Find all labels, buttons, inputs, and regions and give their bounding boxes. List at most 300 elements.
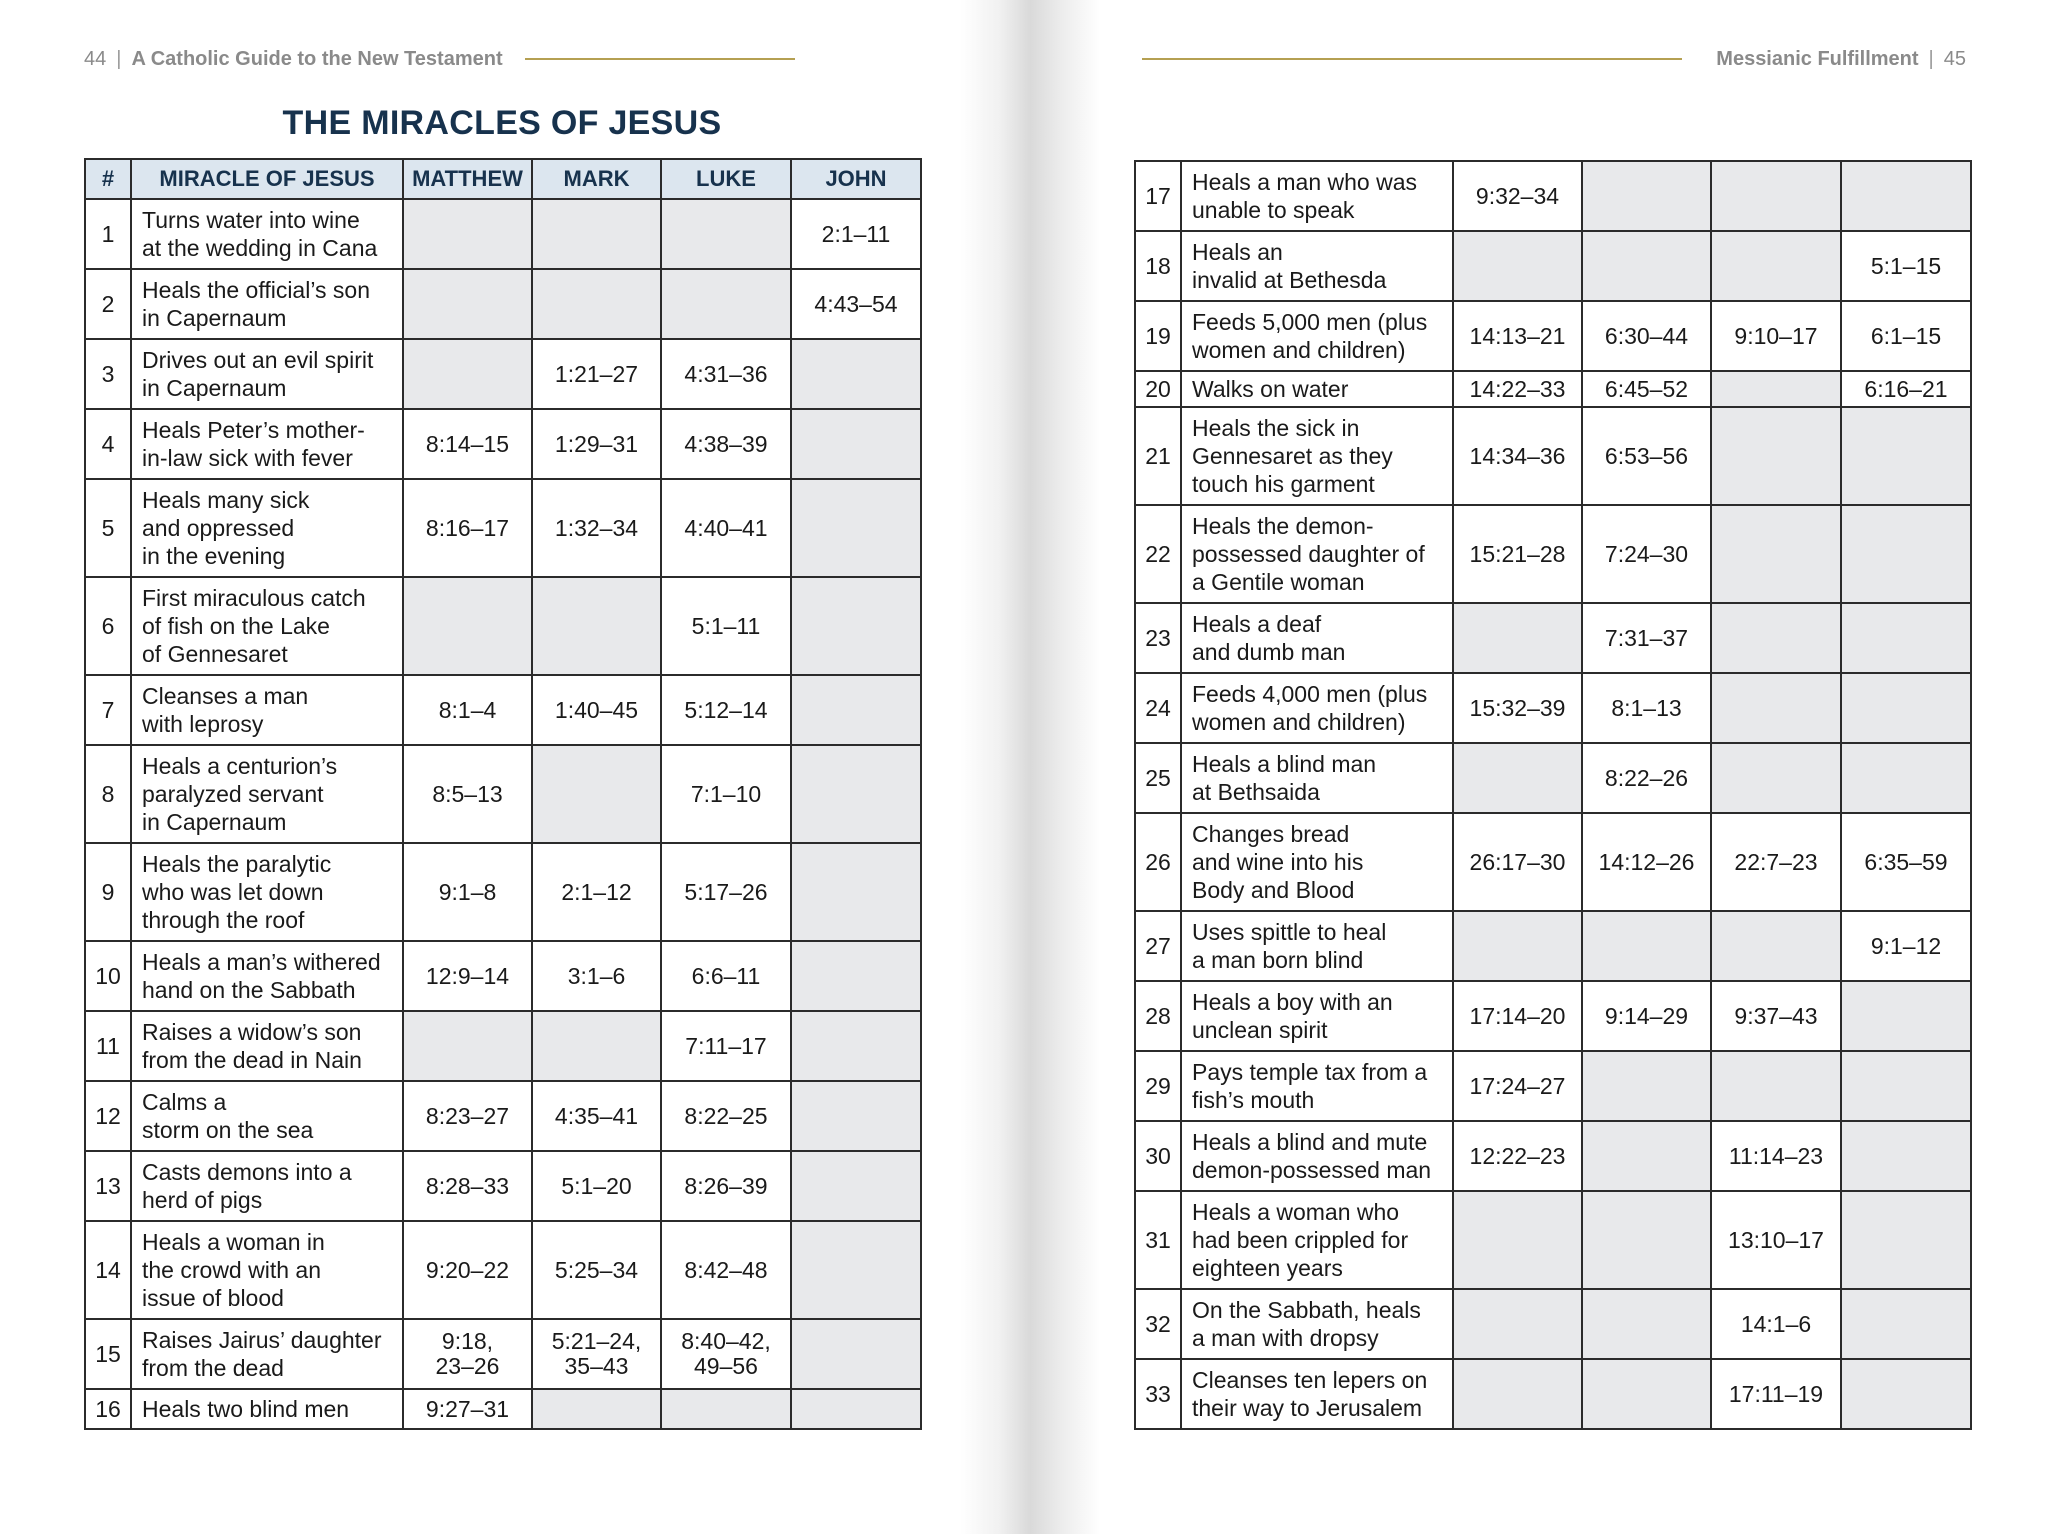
luke-reference: 4:40–41 [661,479,791,577]
mark-reference [1582,1121,1711,1191]
miracle-description-line: unable to speak [1192,197,1355,223]
luke-reference [1711,603,1841,673]
miracle-description-line: Feeds 4,000 men (plus [1192,681,1428,707]
mark-reference: 4:35–41 [532,1081,661,1151]
table-row [85,1011,921,1081]
miracle-description-line: touch his garment [1192,471,1375,497]
luke-reference: 6:6–11 [661,941,791,1011]
miracle-number: 33 [1135,1359,1181,1429]
john-reference [1841,1289,1971,1359]
john-reference [1841,505,1971,603]
miracle-description-line: in the evening [142,543,286,569]
john-reference: 9:1–12 [1841,911,1971,981]
miracle-description-line: Pays temple tax from a [1192,1059,1428,1085]
left-page-number: 44 [84,47,107,70]
mark-reference [1582,1051,1711,1121]
miracle-description-line: eighteen years [1192,1255,1343,1281]
table-row [85,675,921,745]
miracle-description [1181,1121,1453,1191]
mark-reference [1582,1191,1711,1289]
matthew-reference: 17:24–27 [1453,1051,1582,1121]
luke-reference: 5:17–26 [661,843,791,941]
miracle-description-line: Heals a boy with an [1192,989,1393,1015]
mark-reference: 8:1–13 [1582,673,1711,743]
luke-reference [1711,231,1841,301]
miracle-number: 6 [85,577,131,675]
matthew-reference [1453,603,1582,673]
miracle-description-line: Walks on water [1192,376,1349,402]
miracle-description-line: women and children) [1192,709,1406,735]
miracle-description [131,1319,403,1389]
miracle-description-line: Heals an [1192,239,1283,265]
miracle-description-line: Feeds 5,000 men (plus [1192,309,1428,335]
john-reference [791,1011,921,1081]
miracles-table-left [84,158,922,1430]
luke-reference: 8:40–42, 49–56 [661,1319,791,1389]
john-reference: 6:1–15 [1841,301,1971,371]
miracle-description-line: unclean spirit [1192,1017,1328,1043]
miracle-description-line: from the dead [142,1355,284,1381]
miracle-description-line: Changes bread [1192,821,1350,847]
miracle-description [1181,813,1453,911]
john-reference [1841,161,1971,231]
table-row [1135,603,1971,673]
miracle-description [1181,505,1453,603]
mark-reference: 5:1–20 [532,1151,661,1221]
table-row [85,1151,921,1221]
matthew-reference [403,577,532,675]
right-running-head [1142,44,1966,74]
miracle-number: 17 [1135,161,1181,231]
mark-reference: 5:21–24, 35–43 [532,1319,661,1389]
miracles-table-right [1134,160,1972,1430]
table-row [85,1319,921,1389]
mark-reference [532,1011,661,1081]
left-page [0,0,960,1534]
table-row [1135,743,1971,813]
luke-reference [661,1389,791,1429]
miracle-description [131,339,403,409]
miracle-description-line: who was let down [142,879,324,905]
miracle-description-line: at Bethsaida [1192,779,1320,805]
miracle-description-line: Heals a blind man [1192,751,1377,777]
luke-reference [1711,911,1841,981]
mark-reference [532,269,661,339]
miracle-description-line: a man with dropsy [1192,1325,1379,1351]
matthew-reference: 8:16–17 [403,479,532,577]
miracle-description-line: issue of blood [142,1285,284,1311]
matthew-reference [403,199,532,269]
luke-reference: 8:42–48 [661,1221,791,1319]
miracle-description [131,843,403,941]
mark-reference [1582,1289,1711,1359]
table-row [1135,981,1971,1051]
miracle-description-line: Heals Peter’s mother- [142,417,365,443]
luke-reference [1711,505,1841,603]
miracle-description-line: with leprosy [142,711,264,737]
miracle-number: 5 [85,479,131,577]
john-reference [791,409,921,479]
john-reference [791,1151,921,1221]
matthew-reference: 15:21–28 [1453,505,1582,603]
miracle-description-line: and dumb man [1192,639,1346,665]
miracle-description-line: and wine into his [1192,849,1364,875]
table-row [1135,813,1971,911]
miracle-number: 21 [1135,407,1181,505]
miracle-description-line: the crowd with an [142,1257,321,1283]
miracle-description-line: Casts demons into a [142,1159,352,1185]
miracle-description [131,1011,403,1081]
miracle-description-line: Heals many sick [142,487,310,513]
table-row [1135,505,1971,603]
miracle-description-line: invalid at Bethesda [1192,267,1387,293]
matthew-reference: 12:9–14 [403,941,532,1011]
miracle-description-line: Raises Jairus’ daughter [142,1327,382,1353]
miracle-number: 19 [1135,301,1181,371]
miracle-description-line: Gennesaret as they [1192,443,1393,469]
john-reference: 2:1–11 [791,199,921,269]
miracle-description [1181,371,1453,407]
matthew-reference: 26:17–30 [1453,813,1582,911]
header-rule [1142,58,1682,60]
mark-reference [532,1389,661,1429]
luke-reference [661,269,791,339]
miracle-description [131,675,403,745]
luke-reference: 17:11–19 [1711,1359,1841,1429]
miracle-description [1181,161,1453,231]
john-reference [1841,1051,1971,1121]
miracle-description-line: had been crippled for [1192,1227,1409,1253]
matthew-reference: 9:1–8 [403,843,532,941]
table-row [1135,1051,1971,1121]
john-reference [791,1389,921,1429]
section-title: Messianic Fulfillment [1716,47,1919,70]
miracle-description-line: Uses spittle to heal [1192,919,1387,945]
miracle-description-line: Calms a [142,1089,227,1115]
john-reference [1841,1359,1971,1429]
table-row [85,1389,921,1429]
miracle-description [131,479,403,577]
luke-reference: 13:10–17 [1711,1191,1841,1289]
matthew-reference: 17:14–20 [1453,981,1582,1051]
luke-reference: 9:10–17 [1711,301,1841,371]
table-row [1135,301,1971,371]
john-reference [791,339,921,409]
matthew-reference: 8:5–13 [403,745,532,843]
header-separator: | [116,47,122,70]
mark-reference [1582,161,1711,231]
miracle-description-line: Heals the sick in [1192,415,1360,441]
miracle-description-line: Heals the paralytic [142,851,332,877]
luke-reference [1711,371,1841,407]
luke-reference: 14:1–6 [1711,1289,1841,1359]
column-header-number: # [85,159,131,199]
matthew-reference: 8:23–27 [403,1081,532,1151]
miracle-description [131,1081,403,1151]
column-header-miracle: MIRACLE OF JESUS [131,159,403,199]
miracle-description [1181,407,1453,505]
miracle-description [131,1221,403,1319]
miracle-number: 1 [85,199,131,269]
miracle-description-line: in-law sick with fever [142,445,353,471]
miracle-description-line: First miraculous catch [142,585,366,611]
table-row [85,409,921,479]
john-reference [791,1081,921,1151]
miracle-description-line: Heals a woman who [1192,1199,1400,1225]
matthew-reference: 8:14–15 [403,409,532,479]
luke-reference: 5:12–14 [661,675,791,745]
table-row [1135,1121,1971,1191]
miracle-number: 28 [1135,981,1181,1051]
miracle-description [1181,603,1453,673]
header-rule [525,58,795,60]
matthew-reference [1453,1289,1582,1359]
matthew-reference: 9:20–22 [403,1221,532,1319]
miracle-description [131,199,403,269]
john-reference [1841,1191,1971,1289]
john-reference [791,843,921,941]
miracle-description-line: Heals the official’s son [142,277,371,303]
miracle-description-line: in Capernaum [142,305,287,331]
table-row [85,479,921,577]
miracle-description-line: Cleanses ten lepers on [1192,1367,1428,1393]
miracle-number: 25 [1135,743,1181,813]
matthew-reference [403,1011,532,1081]
miracle-description-line: their way to Jerusalem [1192,1395,1423,1421]
mark-reference: 7:24–30 [1582,505,1711,603]
miracle-number: 11 [85,1011,131,1081]
miracle-number: 9 [85,843,131,941]
miracle-description-line: Heals a woman in [142,1229,325,1255]
miracle-description-line: of Gennesaret [142,641,288,667]
matthew-reference [1453,231,1582,301]
miracle-description [131,577,403,675]
miracle-number: 14 [85,1221,131,1319]
miracle-description-line: women and children) [1192,337,1406,363]
luke-reference: 4:31–36 [661,339,791,409]
luke-reference: 8:22–25 [661,1081,791,1151]
miracle-description [1181,911,1453,981]
mark-reference: 1:21–27 [532,339,661,409]
table-row [85,745,921,843]
miracle-description-line: paralyzed servant [142,781,324,807]
luke-reference: 9:37–43 [1711,981,1841,1051]
john-reference [791,1319,921,1389]
matthew-reference: 15:32–39 [1453,673,1582,743]
miracle-description [1181,1289,1453,1359]
table-row [1135,1289,1971,1359]
miracle-description [1181,301,1453,371]
matthew-reference: 8:28–33 [403,1151,532,1221]
matthew-reference: 14:22–33 [1453,371,1582,407]
miracle-description [1181,1051,1453,1121]
miracle-description [131,1389,403,1429]
luke-reference [1711,407,1841,505]
miracle-description-line: Heals a blind and mute [1192,1129,1428,1155]
miracle-description-line: herd of pigs [142,1187,263,1213]
mark-reference [1582,231,1711,301]
table-row [85,1081,921,1151]
matthew-reference: 12:22–23 [1453,1121,1582,1191]
matthew-reference: 14:13–21 [1453,301,1582,371]
miracle-description-line: Turns water into wine [142,207,360,233]
mark-reference: 1:29–31 [532,409,661,479]
column-header-luke: LUKE [661,159,791,199]
miracle-description [1181,981,1453,1051]
miracle-description-line: possessed daughter of [1192,541,1425,567]
miracle-description-line: Drives out an evil spirit [142,347,374,373]
matthew-reference: 9:27–31 [403,1389,532,1429]
matthew-reference [1453,1191,1582,1289]
miracle-description-line: a man born blind [1192,947,1364,973]
miracle-number: 31 [1135,1191,1181,1289]
mark-reference: 6:53–56 [1582,407,1711,505]
miracle-description [131,745,403,843]
miracle-number: 4 [85,409,131,479]
miracle-description-line: fish’s mouth [1192,1087,1315,1113]
john-reference [791,675,921,745]
matthew-reference: 14:34–36 [1453,407,1582,505]
miracle-description [131,269,403,339]
luke-reference: 5:1–11 [661,577,791,675]
miracle-description [1181,231,1453,301]
miracle-description-line: of fish on the Lake [142,613,330,639]
john-reference [791,745,921,843]
table-row [85,577,921,675]
matthew-reference [1453,911,1582,981]
miracle-description-line: Body and Blood [1192,877,1355,903]
miracle-description-line: in Capernaum [142,809,287,835]
miracle-description-line: Cleanses a man [142,683,309,709]
john-reference [1841,603,1971,673]
miracle-number: 26 [1135,813,1181,911]
table-row [85,1221,921,1319]
mark-reference: 1:40–45 [532,675,661,745]
column-header-mark: MARK [532,159,661,199]
matthew-reference [1453,743,1582,813]
table-row [1135,161,1971,231]
john-reference: 6:35–59 [1841,813,1971,911]
mark-reference: 3:1–6 [532,941,661,1011]
miracle-description-line: On the Sabbath, heals [1192,1297,1421,1323]
luke-reference [1711,161,1841,231]
luke-reference [661,199,791,269]
miracle-description-line: Raises a widow’s son [142,1019,362,1045]
john-reference [791,577,921,675]
miracle-description-line: Heals the demon- [1192,513,1374,539]
luke-reference: 4:38–39 [661,409,791,479]
miracle-description-line: from the dead in Nain [142,1047,362,1073]
miracle-number: 24 [1135,673,1181,743]
miracle-description-line: in Capernaum [142,375,287,401]
luke-reference [1711,743,1841,813]
table-row [1135,371,1971,407]
table-row [1135,1359,1971,1429]
miracle-description-line: Heals a deaf [1192,611,1322,637]
table-row [1135,231,1971,301]
mark-reference: 14:12–26 [1582,813,1711,911]
john-reference [1841,673,1971,743]
miracle-description-line: demon-possessed man [1192,1157,1432,1183]
miracle-number: 29 [1135,1051,1181,1121]
miracle-description-line: at the wedding in Cana [142,235,378,261]
mark-reference: 5:25–34 [532,1221,661,1319]
table-row [1135,407,1971,505]
table-row [85,843,921,941]
john-reference [1841,981,1971,1051]
header-separator: | [1928,47,1934,70]
miracle-number: 16 [85,1389,131,1429]
table-row [85,199,921,269]
luke-reference: 7:11–17 [661,1011,791,1081]
table-title: THE MIRACLES OF JESUS [282,104,722,142]
mark-reference: 1:32–34 [532,479,661,577]
miracle-description-line: and oppressed [142,515,295,541]
mark-reference: 6:45–52 [1582,371,1711,407]
mark-reference [532,577,661,675]
miracle-number: 12 [85,1081,131,1151]
john-reference: 5:1–15 [1841,231,1971,301]
miracle-description-line: Heals a centurion’s [142,753,338,779]
column-header-john: JOHN [791,159,921,199]
book-gutter-shadow [960,0,1100,1534]
table-row [1135,911,1971,981]
matthew-reference [403,339,532,409]
table-header-row [85,159,921,199]
matthew-reference: 9:18, 23–26 [403,1319,532,1389]
miracle-description-line: a Gentile woman [1192,569,1365,595]
mark-reference: 8:22–26 [1582,743,1711,813]
matthew-reference: 8:1–4 [403,675,532,745]
john-reference [1841,407,1971,505]
miracle-description-line: hand on the Sabbath [142,977,356,1003]
miracle-description [1181,1359,1453,1429]
miracle-description [131,409,403,479]
matthew-reference: 9:32–34 [1453,161,1582,231]
john-reference [791,1221,921,1319]
john-reference [1841,1121,1971,1191]
mark-reference [1582,1359,1711,1429]
table-row [85,269,921,339]
right-page-number: 45 [1943,47,1966,70]
miracle-number: 27 [1135,911,1181,981]
miracle-description-line: Heals a man’s withered [142,949,381,975]
john-reference: 4:43–54 [791,269,921,339]
table-row [1135,673,1971,743]
luke-reference: 8:26–39 [661,1151,791,1221]
matthew-reference [1453,1359,1582,1429]
table-row [1135,1191,1971,1289]
right-page [1100,0,2048,1534]
miracle-description [1181,1191,1453,1289]
matthew-reference [403,269,532,339]
miracle-description [131,1151,403,1221]
mark-reference [532,745,661,843]
mark-reference: 2:1–12 [532,843,661,941]
miracle-description-line: Heals two blind men [142,1396,350,1422]
miracle-number: 7 [85,675,131,745]
miracle-description [131,941,403,1011]
mark-reference: 7:31–37 [1582,603,1711,673]
luke-reference [1711,673,1841,743]
miracle-description [1181,673,1453,743]
luke-reference: 11:14–23 [1711,1121,1841,1191]
table-row [85,339,921,409]
mark-reference [532,199,661,269]
miracle-description-line: storm on the sea [142,1117,314,1143]
luke-reference: 7:1–10 [661,745,791,843]
miracle-number: 8 [85,745,131,843]
